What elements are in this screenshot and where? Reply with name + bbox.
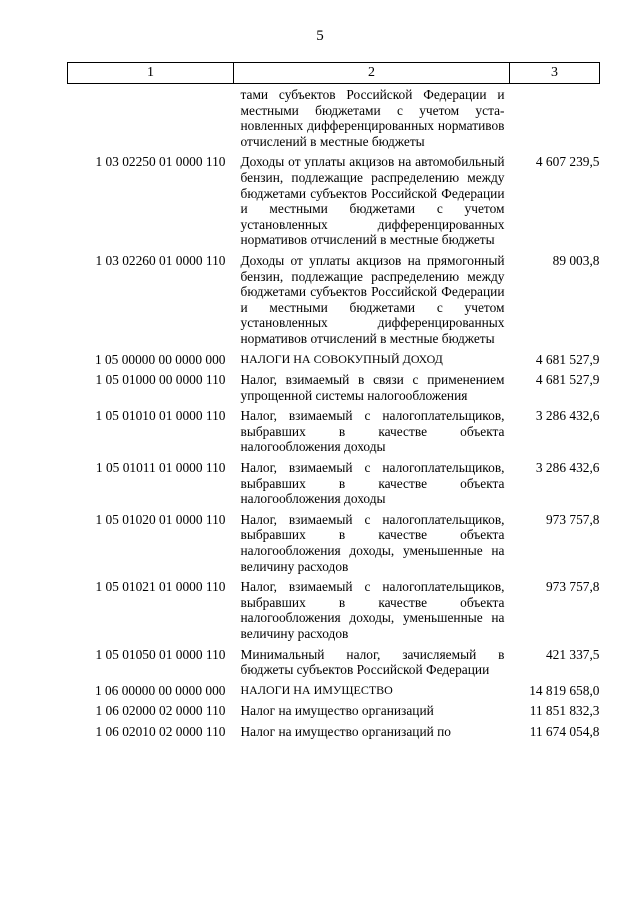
table-header-row	[68, 63, 600, 84]
row-name: Налог на имущество организаций по	[240, 723, 451, 739]
table-row	[68, 683, 600, 704]
row-amount: 421 337,5	[545, 646, 600, 662]
row-code: 1 05 01010 01 0000 110	[95, 408, 226, 424]
row-code: 1 05 00000 00 0000 000	[94, 351, 226, 367]
table-row	[68, 352, 600, 373]
row-amount: 973 757,8	[545, 579, 600, 595]
row-amount	[510, 84, 600, 155]
row-name: Налог, взимаемый с налогоплательщиков, выбравших в качестве объекта налогообложения доходы, уменьшенные на величину расходов	[240, 511, 505, 574]
column-header-name: 2	[234, 63, 510, 84]
column-header-amount: 3	[510, 63, 600, 84]
row-name: Налог на имущество организаций	[240, 703, 434, 719]
table-row	[68, 724, 600, 740]
row-code: 1 06 02010 02 0000 110	[95, 723, 226, 739]
row-code: 1 05 01000 00 0000 110	[95, 372, 226, 388]
row-name: Налог, взимаемый с налогоплательщиков, выбравших в качестве объекта налогообложения доходы	[240, 408, 505, 455]
table-row	[68, 512, 600, 579]
row-code: 1 06 02000 02 0000 110	[95, 703, 226, 719]
row-amount: 4 681 527,9	[535, 372, 600, 388]
row-code: 1 05 01011 01 0000 110	[95, 460, 226, 476]
row-code: 1 05 01021 01 0000 110	[95, 579, 226, 595]
table-row	[68, 372, 600, 408]
row-code: 1 06 00000 00 0000 000	[94, 682, 226, 698]
row-code: 1 03 02260 01 0000 110	[95, 252, 226, 268]
row-name: Доходы от уплаты акцизов на автомобильный бензин, подлежащие распределению между бюджетами субъектов Российской Федерации и местными бюджетами с учетом установленных дифференцированных нормативов отчислений в местные бюджеты	[240, 154, 505, 248]
row-name: Налог, взимаемый с налогоплательщиков, выбравших в качестве объекта налогообложения доходы	[240, 460, 505, 507]
row-code: 1 05 01050 01 0000 110	[95, 646, 226, 662]
row-amount: 3 286 432,6	[535, 408, 600, 424]
row-amount: 4 607 239,5	[535, 154, 600, 170]
row-name: тами субъектов Российской Федерации и местными бюджетами с учетом установленных дифференцированных нормативов отчислений в местные бюджеты	[240, 87, 505, 149]
row-name: НАЛОГИ НА СОВОКУПНЫЙ ДОХОД	[240, 351, 443, 366]
row-code: 1 03 02250 01 0000 110	[95, 154, 226, 170]
table-row	[68, 154, 600, 253]
row-name: Минимальный налог, зачисляемый в бюджеты субъектов Российской Федерации	[240, 646, 505, 678]
row-amount: 89 003,8	[552, 252, 600, 268]
table-row	[68, 703, 600, 724]
row-code: 1 05 01020 01 0000 110	[95, 511, 226, 527]
row-amount: 3 286 432,6	[535, 460, 600, 476]
row-amount: 14 819 658,0	[529, 682, 600, 698]
table-row	[68, 253, 600, 352]
row-amount: 973 757,8	[545, 511, 600, 527]
row-name: Доходы от уплаты акцизов на прямогонный бензин, подлежащие распределению между бюджетами субъектов Российской Федерации и местными бюджетами с учетом установленных дифференцированных нормативов отчислений в местные бюджеты	[240, 252, 505, 346]
revenue-table	[67, 62, 600, 740]
table-row	[68, 408, 600, 460]
table-row	[68, 460, 600, 512]
row-amount: 4 681 527,9	[535, 351, 600, 367]
table-row	[68, 647, 600, 683]
row-amount: 11 851 832,3	[529, 703, 600, 719]
row-name: Налог, взимаемый в связи с применением упрощенной системы налогообложения	[240, 372, 505, 403]
table-row	[68, 579, 600, 646]
row-name: Налог, взимаемый с налогоплательщиков, выбравших в качестве объекта налогообложения доходы, уменьшенные на величину расходов	[240, 579, 505, 641]
row-code	[68, 84, 234, 155]
column-header-code: 1	[68, 63, 234, 84]
table-row	[68, 84, 600, 155]
page-number: 5	[316, 28, 324, 44]
row-amount: 11 674 054,8	[529, 723, 600, 739]
row-name: НАЛОГИ НА ИМУЩЕСТВО	[240, 682, 393, 697]
